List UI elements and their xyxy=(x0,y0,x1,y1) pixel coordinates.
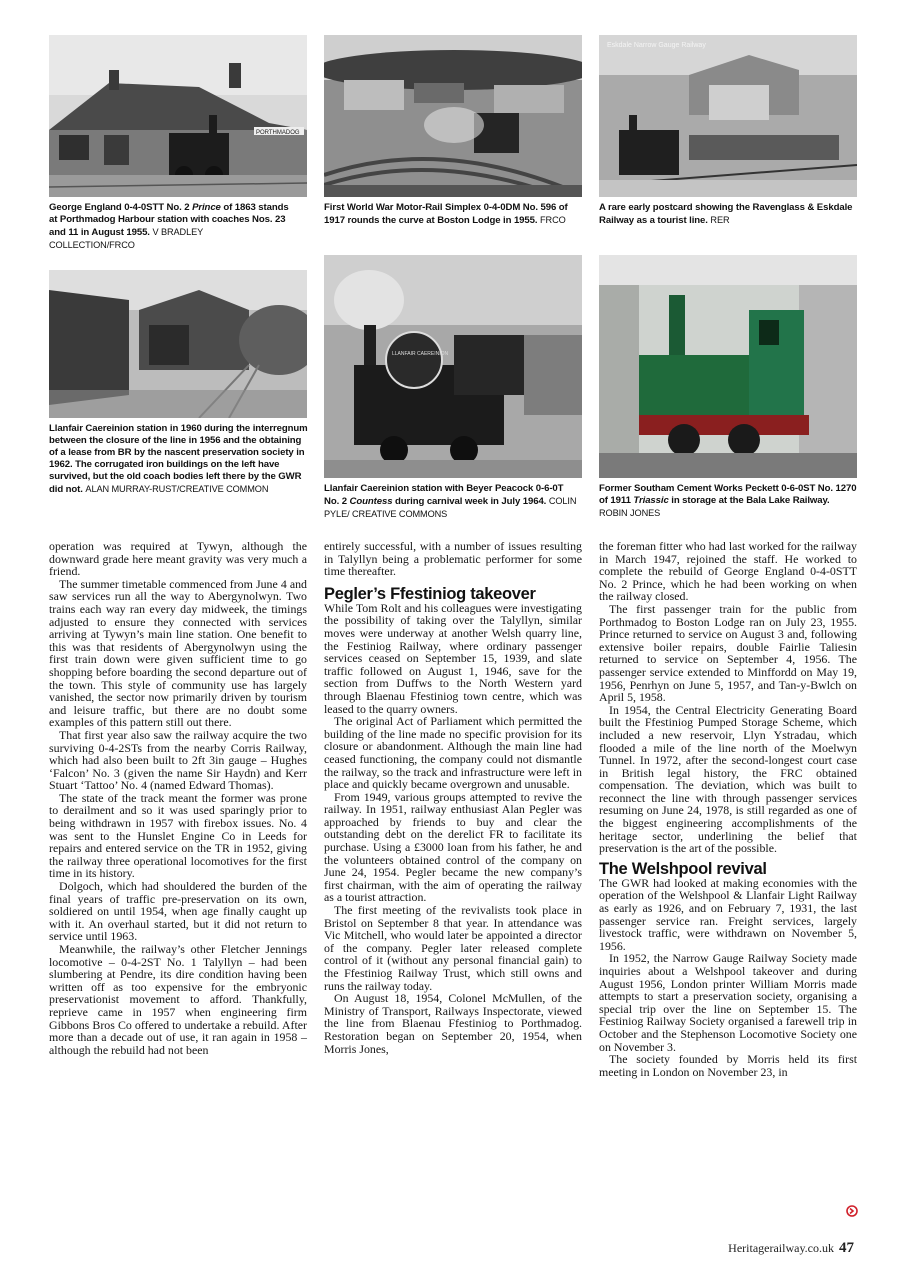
photo-triassic-locomotive xyxy=(599,255,857,478)
photo-countess-locomotive xyxy=(324,255,582,478)
paragraph: In 1954, the Central Electricity Generating Board built the Ffestiniog Pumped Storage Scheme, which included a new reservoir, Llyn Ystradau, which flooded a mile of the line north of the Moelwyn Tunnel. In 1972, after the second-longest court case in British legal history, the FRC obtained compensation. The deviation, which was built to reconnect the line with through passenger services resuming on June 24, 1978, is still regarded as one of the biggest engineering accomplishments of the heritage sector, underlining the belief that preservation is the art of the possible. xyxy=(599,702,857,856)
paragraph: The first passenger train for the public from Porthmadog to Boston Lodge ran on July 23, 1955. Prince returned to service on August 3 and, following extensive boiler repairs, double Fairlie Taliesin returned to service on September 4, 1956. The passenger service extended to Minffordd on May 19, 1956, Penrhyn on June 5, 1957, and Tan-y-Bwlch on April 5, 1958. xyxy=(599,601,857,705)
paragraph: the foreman fitter who had last worked for the railway in March 1947, rejoined the staff. He worked to complete the rebuild of George England 0-4-0STT No. 2 Prince, which he had been working on when the railway closed. xyxy=(599,539,857,604)
paragraph: The state of the track meant the former was prone to derailment and so it was used sparingly prior to being withdrawn in 1957 with firebox issues. No. 4 was sent to the Hunslet Engine Co in Leeds for repairs and entered service on the TR in 1952, giving the railway three operational locomotives for the first time in its history. xyxy=(49,790,307,881)
caption-prince: George England 0-4-0STT No. 2 Prince of 1863 stands at Porthmadog Harbour station with coaches Nos. 23 and 11 in August 1955. V BRADLEY COLLECTION/FRCO xyxy=(49,202,289,250)
countess-plate: LLANFAIR CAEREINION xyxy=(392,351,449,357)
photo-prince-locomotive xyxy=(49,35,307,197)
photo-credit: V BRADLEY COLLECTION/FRCO xyxy=(49,227,203,250)
photo-credit: ROBIN JONES xyxy=(599,508,661,518)
paragraph: While Tom Rolt and his colleagues were investigating the possibility of taking over the Talyllyn, similar moves were underway at another Welsh quarry line, the Festiniog Railway, where ordinary passenger services ceased on September 15, 1939, and slate traffic followed on August 1, 1946, save for the section from Duffws to the North Western yard through Blaenau Ffestiniog town centre, which was leased to the quarry owners. xyxy=(324,600,582,716)
article-column-2 xyxy=(324,540,582,1055)
photo-credit: FRCO xyxy=(540,215,566,225)
paragraph: The society founded by Morris held its first meeting in London on November 23, in xyxy=(599,1052,857,1079)
article-column-1 xyxy=(49,540,307,1056)
heading-pegler-ffestiniog: Pegler’s Ffestiniog takeover xyxy=(324,584,536,603)
paragraph: Meanwhile, the railway’s other Fletcher Jennings locomotive – 0-4-2ST No. 1 Talyllyn – had been slumbering at Pendre, its dire condition having been written off as too expensive for the embryonic preservationist movement to afford. Thankfully, reprieve came in 1957 when engineering firm Gibbons Bros Co offered to undertake a rebuild. After more than a decade out of use, it ran again in 1958 – although the rebuild had not been xyxy=(49,942,307,1057)
page-number: 47 xyxy=(839,1240,854,1256)
paragraph: The summer timetable commenced from June 4 and saw services run all the way to Abergynolwyn. Two trains each way ran every day midweek, the timings adjusted to ensure they connected with services arriving at Tywyn’s main line station. One benefit to this was that residents of Abergynolwyn using the first train down were given sufficient time to go shopping before boarding the second departure out of the town. This style of community use has largely vanished, the sector now primarily driven by tourism and leisure traffic, but there are no doubt some examples of this pattern still out there. xyxy=(49,576,307,730)
paragraph: In 1952, the Narrow Gauge Railway Society made inquiries about a Welshpool takeover and during August 1956, London printer William Morris made attempts to start a preservation society, organising a special trip over the line on September 15. The Festiniog Railway Society organised a farewell trip in October and the Stephenson Locomotive Society one on November 3. xyxy=(599,951,857,1054)
paragraph: Dolgoch, which had shouldered the burden of the final years of traffic pre-preservation on its own, soldiered on until 1954, when age finally caught up with it. An overhaul started, but it did not return to service until 1963. xyxy=(49,879,307,944)
photo-simplex-locomotive xyxy=(324,35,582,197)
postcard-label: Eskdale Narrow Gauge Railway xyxy=(607,42,706,49)
continue-arrow-icon xyxy=(846,1205,858,1217)
caption-triassic: Former Southam Cement Works Peckett 0-6-0ST No. 1270 of 1911 Triassic in storage at the Bala Lake Railway. ROBIN JONES xyxy=(599,483,857,518)
paragraph: The original Act of Parliament which permitted the building of the line made no specific provision for its closure or abandonment. Although the main line had ceased functioning, the company could not dismantle the railway, so the track and infrastructure were left in place and quickly became overgrown and unusable. xyxy=(324,714,582,792)
paragraph: entirely successful, with a number of issues resulting in Talyllyn being a problematic performer for some time thereafter. xyxy=(324,539,582,579)
paragraph: The first meeting of the revivalists took place in Bristol on September 8 that year. In attendance was Vic Mitchell, who would later be appointed a director of the company. Pegler later released complete control of it (without any personal financial gain) to the Ffestiniog Railway Trust, which still owns and runs the railway today. xyxy=(324,903,582,993)
photo-credit: RER xyxy=(710,215,730,225)
caption-ravenglass: A rare early postcard showing the Ravenglass & Eskdale Railway as a tourist line. RER xyxy=(599,202,853,226)
photo-credit: ALAN MURRAY-RUST/CREATIVE COMMON xyxy=(85,484,269,494)
caption-countess: Llanfair Caereinion station with Beyer Peacock 0-6-0T No. 2 Countess during carnival week in July 1964. COLIN PYLE/ CREATIVE COMMONS xyxy=(324,483,577,519)
photo-llanfair-1960 xyxy=(49,270,307,418)
page-footer xyxy=(728,1240,854,1257)
porthmadog-sign: PORTHMADOG xyxy=(256,130,300,136)
photo-credit: COLIN PYLE/ CREATIVE COMMONS xyxy=(324,496,577,519)
site-name: Heritagerailway.co.uk xyxy=(728,1241,834,1255)
caption-llanfair-1960: Llanfair Caereinion station in 1960 during the interregnum between the closure of the line in 1956 and the obtaining of a lease from BR by the nascent preservation society in 1962. The corrugated iron buildings on the left have survived, but the old coach bodies left there by the GWR did not. ALAN MURRAY-RUST/CREATIVE COMMON xyxy=(49,423,308,495)
caption-simplex: First World War Motor-Rail Simplex 0-4-0DM No. 596 of 1917 rounds the curve at Boston Lodge in 1955. FRCO xyxy=(324,202,568,226)
article-column-3 xyxy=(599,540,857,1078)
paragraph: From 1949, various groups attempted to revive the railway. In 1951, railway enthusiast Alan Pegler was approached by friends to buy and clear the outstanding debt on the derelict FR to facilitate its purchase. Using a £3000 loan from his father, he and the volunteers obtained control of the company on June 24, 1954. Pegler became the new company’s first chairman, with the aim of operating the railway as a tourist attraction. xyxy=(324,789,582,905)
photo-ravenglass-postcard xyxy=(599,35,857,197)
paragraph: On August 18, 1954, Colonel McMullen, of the Ministry of Transport, Railways Inspectorate, viewed the line from Blaenau Ffestiniog to Porthmadog. Restoration began on September 20, 1954, when Morris Jones, xyxy=(324,991,582,1056)
paragraph: The GWR had looked at making economies with the operation of the Welshpool & Llanfair Light Railway as early as 1926, and on February 7, 1931, the last passenger service ran. Freight services, largely livestock traffic, were withdrawn on November 5, 1956. xyxy=(599,875,857,953)
heading-welshpool-revival: The Welshpool revival xyxy=(599,859,767,878)
paragraph: That first year also saw the railway acquire the two surviving 0-4-2STs from the nearby Corris Railway, which had also been built to 2ft 3in gauge – Hughes ‘Falcon’ No. 3 (given the name Sir Haydn) and Kerr Stuart ‘Tattoo’ No. 4 (named Edward Thomas). xyxy=(49,727,307,793)
paragraph: operation was required at Tywyn, although the downward grade here meant gravity was very much a friend. xyxy=(49,539,307,579)
